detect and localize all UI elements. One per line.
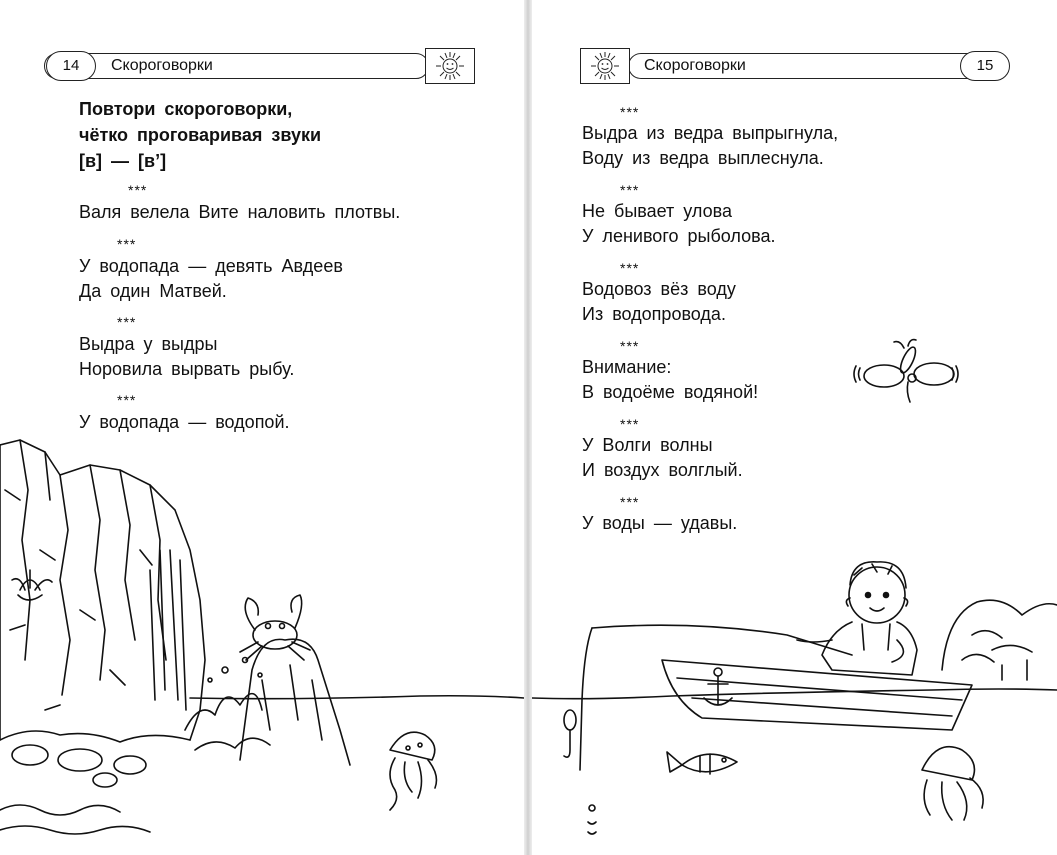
- verse-line: И воздух волглый.: [582, 460, 743, 480]
- header-bar: [44, 53, 429, 79]
- verse-separator: ***: [620, 104, 640, 120]
- sun-icon: [426, 49, 474, 83]
- page-number: 14: [46, 51, 96, 81]
- page-number: 15: [960, 51, 1010, 81]
- verse-line: У Волги волны: [582, 435, 713, 455]
- verse-separator: ***: [620, 416, 640, 432]
- verse-line: У ленивого рыболова.: [582, 226, 776, 246]
- verse-separator: ***: [117, 236, 137, 252]
- verse: [582, 433, 743, 483]
- verse: [582, 355, 758, 405]
- section-title: Скороговорки: [644, 57, 746, 74]
- verse-separator: ***: [620, 260, 640, 276]
- verse: [582, 277, 736, 327]
- verse-line: Из водопровода.: [582, 304, 726, 324]
- exercise-heading: [79, 96, 321, 174]
- verse: [582, 199, 775, 249]
- verse-separator: ***: [117, 392, 137, 408]
- verse-line: Валя велела Вите наловить плотвы.: [79, 202, 401, 222]
- heading-line: Повтори скороговорки,: [79, 99, 293, 119]
- verse-separator: ***: [128, 182, 148, 198]
- right-page: [532, 0, 1057, 855]
- dragonfly-icon: [848, 336, 968, 412]
- verse-separator: ***: [117, 314, 137, 330]
- verse-line: У водопада — водопой.: [79, 412, 290, 432]
- verse-separator: ***: [620, 338, 640, 354]
- verse-line: Выдра из ведра выпрыгнула,: [582, 123, 839, 143]
- verse-line: Да один Матвей.: [79, 281, 227, 301]
- verse: [79, 332, 294, 382]
- sun-icon-box: [580, 48, 630, 84]
- verse: [79, 254, 343, 304]
- verse-line: Водовоз вёз воду: [582, 279, 736, 299]
- right-page-header: [580, 48, 1012, 84]
- verse-line: Норовила вырвать рыбу.: [79, 359, 295, 379]
- boy-fishing-boat-illustration: [532, 540, 1057, 855]
- verse-line: Внимание:: [582, 357, 672, 377]
- sun-icon: [581, 49, 629, 83]
- verse-line: В водоёме водяной!: [582, 382, 759, 402]
- verse-separator: ***: [620, 182, 640, 198]
- waterfall-crab-jellyfish-illustration: [0, 430, 524, 855]
- verse: [79, 200, 400, 225]
- left-page-header: [44, 48, 476, 84]
- verse-line: Выдра у выдры: [79, 334, 218, 354]
- heading-line: [в] — [в’]: [79, 151, 167, 171]
- section-title: Скороговорки: [111, 57, 213, 74]
- verse: [582, 121, 838, 171]
- verse-line: У воды — удавы.: [582, 513, 738, 533]
- verse-separator: ***: [620, 494, 640, 510]
- heading-line: чётко проговаривая звуки: [79, 125, 322, 145]
- left-page: [0, 0, 524, 855]
- sun-icon-box: [425, 48, 475, 84]
- verse-line: Не бывает улова: [582, 201, 732, 221]
- verse: [582, 511, 737, 536]
- verse-line: Воду из ведра выплеснула.: [582, 148, 824, 168]
- verse-line: У водопада — девять Авдеев: [79, 256, 343, 276]
